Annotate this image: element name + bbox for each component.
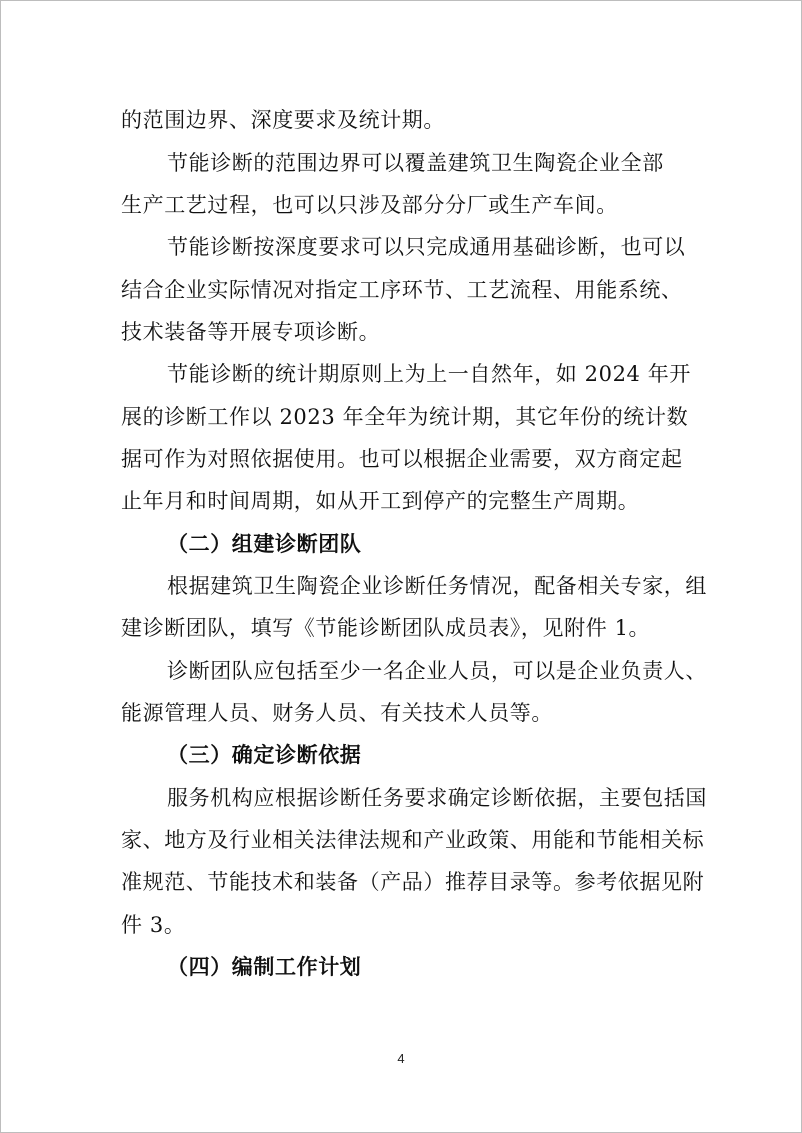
section-heading: （三）确定诊断依据 xyxy=(167,743,362,767)
section-heading: （四）编制工作计划 xyxy=(167,955,362,979)
paragraph-line: 节能诊断按深度要求可以只完成通用基础诊断，也可以 xyxy=(167,235,686,259)
paragraph-line: 据可作为对照依据使用。也可以根据企业需要，双方商定起 xyxy=(121,447,683,471)
paragraph-line: 件 3。 xyxy=(121,913,186,937)
paragraph-line: 服务机构应根据诊断任务要求确定诊断依据，主要包括国 xyxy=(167,786,707,810)
page-number: 4 xyxy=(397,1051,405,1066)
paragraph-line: 节能诊断的范围边界可以覆盖建筑卫生陶瓷企业全部 xyxy=(167,151,664,175)
paragraph-line: 生产工艺过程，也可以只涉及部分分厂或生产车间。 xyxy=(121,193,618,217)
paragraph-line: 根据建筑卫生陶瓷企业诊断任务情况，配备相关专家，组 xyxy=(167,574,707,598)
paragraph-line: 建诊断团队，填写《节能诊断团队成员表》，见附件 1。 xyxy=(121,616,651,640)
paragraph-line: 能源管理人员、财务人员、有关技术人员等。 xyxy=(121,701,553,725)
section-heading: （二）组建诊断团队 xyxy=(167,532,362,556)
paragraph-line: 展的诊断工作以 2023 年全年为统计期，其它年份的统计数 xyxy=(121,405,689,429)
paragraph-line: 的范围边界、深度要求及统计期。 xyxy=(121,108,445,132)
paragraph-line: 止年月和时间周期，如从开工到停产的完整生产周期。 xyxy=(121,489,640,513)
paragraph-line: 结合企业实际情况对指定工序环节、工艺流程、用能系统、 xyxy=(121,278,683,302)
paragraph-line: 节能诊断的统计期原则上为上一自然年，如 2024 年开 xyxy=(167,362,691,386)
paragraph-line: 家、地方及行业相关法律法规和产业政策、用能和节能相关标 xyxy=(121,828,705,852)
paragraph-line: 技术装备等开展专项诊断。 xyxy=(121,320,381,344)
paragraph-line: 准规范、节能技术和装备（产品）推荐目录等。参考依据见附 xyxy=(121,870,705,894)
paragraph-line: 诊断团队应包括至少一名企业人员，可以是企业负责人、 xyxy=(167,659,707,683)
